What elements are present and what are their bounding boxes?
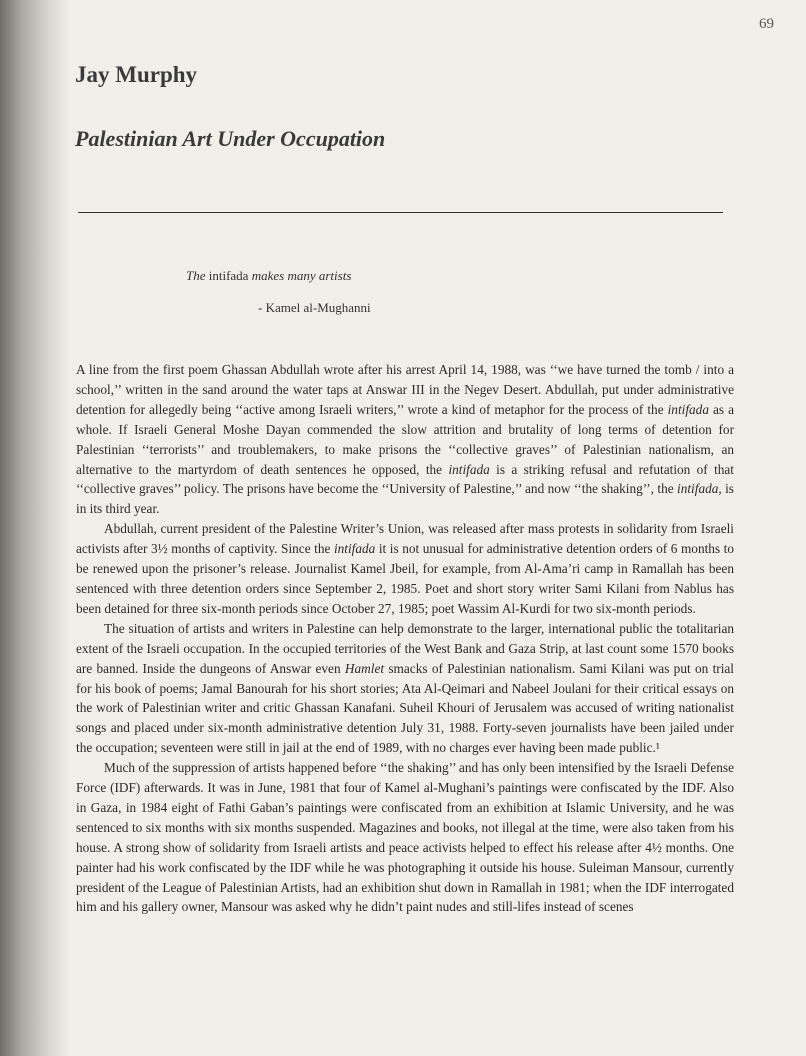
title-rule	[78, 212, 723, 213]
book-gutter-shadow	[0, 0, 70, 1056]
author-name: Jay Murphy	[75, 62, 198, 87]
italic-term: intifada	[667, 401, 709, 417]
paragraph-text: The situation of artists and writers in Palestine can help demonstrate to the larger, international public the totalitarian extent of the Israeli occupation. In the occupied territories of the West Bank and Gaza Strip, at last count some 1570 books are banned. Inside the dungeons of Answar even	[76, 620, 734, 676]
paragraph-text: Much of the suppression of artists happened before ‘‘the shaking’’ and has only been intensified by the Israeli Defense Force (IDF) afterwards. It was in June, 1981 that four of Kamel al-Mughani’s paintings were confiscated by the IDF. Also in Gaza, in 1984 eight of Fathi Gaban’s paintings were confiscated from an exhibition at Islamic University, and he was sentenced to six months with six months suspended. Magazines and books, not illegal at the time, were also taken from his house. A strong show of solidarity from Israeli artists and peace activists helped to effect his release after 4½ months. One painter had his work confiscated by the IDF while he was photographing it outside his house. Suleiman Mansour, currently president of the League of Palestinian Artists, had an exhibition shut down in Ramallah in 1981; when the IDF interrogated him and his gallery owner, Mansour was asked why he didn’t paint nudes and still-lifes instead of scenes	[76, 760, 734, 915]
paragraph-text: smacks of Palestinian nationalism. Sami Kilani was put on trial for his book of poems; Jamal Banourah for his short stories; Ata Al-Qeimari and Nabeel Joulani for their critical essays on the work of Palestinian writer and critic Ghassan Kanafani. Suheil Khouri of Jerusalem was accused of writing nationalist songs and placed under six-month administrative detention July 31, 1988. Forty-seven journalists have been jailed under the occupation; seventeen were still in jail at the end of 1989, with no charges ever having been made public.¹	[76, 660, 734, 756]
body-paragraph	[76, 758, 734, 917]
italic-term: Hamlet	[344, 660, 385, 676]
body-paragraph	[76, 519, 734, 619]
article-title: Palestinian Art Under Occupation	[75, 126, 386, 151]
page-number: 69	[759, 16, 774, 32]
italic-term: intifada	[448, 461, 490, 477]
paragraph-text: A line from the first poem Ghassan Abdullah wrote after his arrest April 14, 1988, was ‘‘we have turned the tomb / into a school,’’ written in the sand around the water taps at Answar III in the Negev Desert. Abdullah, put under administrative detention for allegedly being ‘‘active among Israeli writers,’’ wrote a kind of metaphor for the process of the	[76, 362, 734, 417]
italic-term: intifada	[677, 481, 719, 497]
epigraph-rest: makes many artists	[251, 268, 352, 283]
epigraph-intifada: intifada	[208, 268, 249, 283]
paragraph-text: Abdullah, current president of the Palestine Writer’s Union, was released after mass protests in solidarity from Israeli activists after 3½ months of captivity. Since the	[76, 521, 734, 557]
epigraph-source: - Kamel al-Mughanni	[258, 300, 371, 315]
body-paragraph	[76, 619, 734, 758]
paragraph-text: is a striking refusal and refutation of that ‘‘collective graves’’ policy. The prisons have become the ‘‘University of Palestine,’’ and now ‘‘the shaking’’, the	[76, 461, 735, 497]
paragraph-text: , is in its third year.	[76, 481, 734, 517]
paragraph-text: it is not unusual for administrative detention orders of 6 months to be renewed upon the prisoner’s release. Journalist Kamel Jbeil, for example, from Al-Ama’ri camp in Ramallah has been sentenced with three detention orders since September 2, 1985. Poet and short story writer Sami Kilani from Nablus has been detained for three six-month periods since October 27, 1985; poet Wassim Al-Kurdi for two six-month periods.	[76, 541, 734, 616]
epigraph-the: The	[186, 268, 206, 283]
italic-term: intifada	[333, 541, 376, 557]
epigraph-quote	[186, 268, 351, 284]
article-body	[76, 360, 734, 917]
body-paragraph	[76, 360, 734, 519]
paragraph-text: as a whole. If Israeli General Moshe Dayan commended the slow attrition and brutality of long terms of detention for Palestinian ‘‘terrorists’’ and troublemakers, to make prisons the ‘‘collective graves’’ of Palestinian nationalism, an alternative to the martyrdom of death sentences he opposed, the	[76, 401, 734, 477]
